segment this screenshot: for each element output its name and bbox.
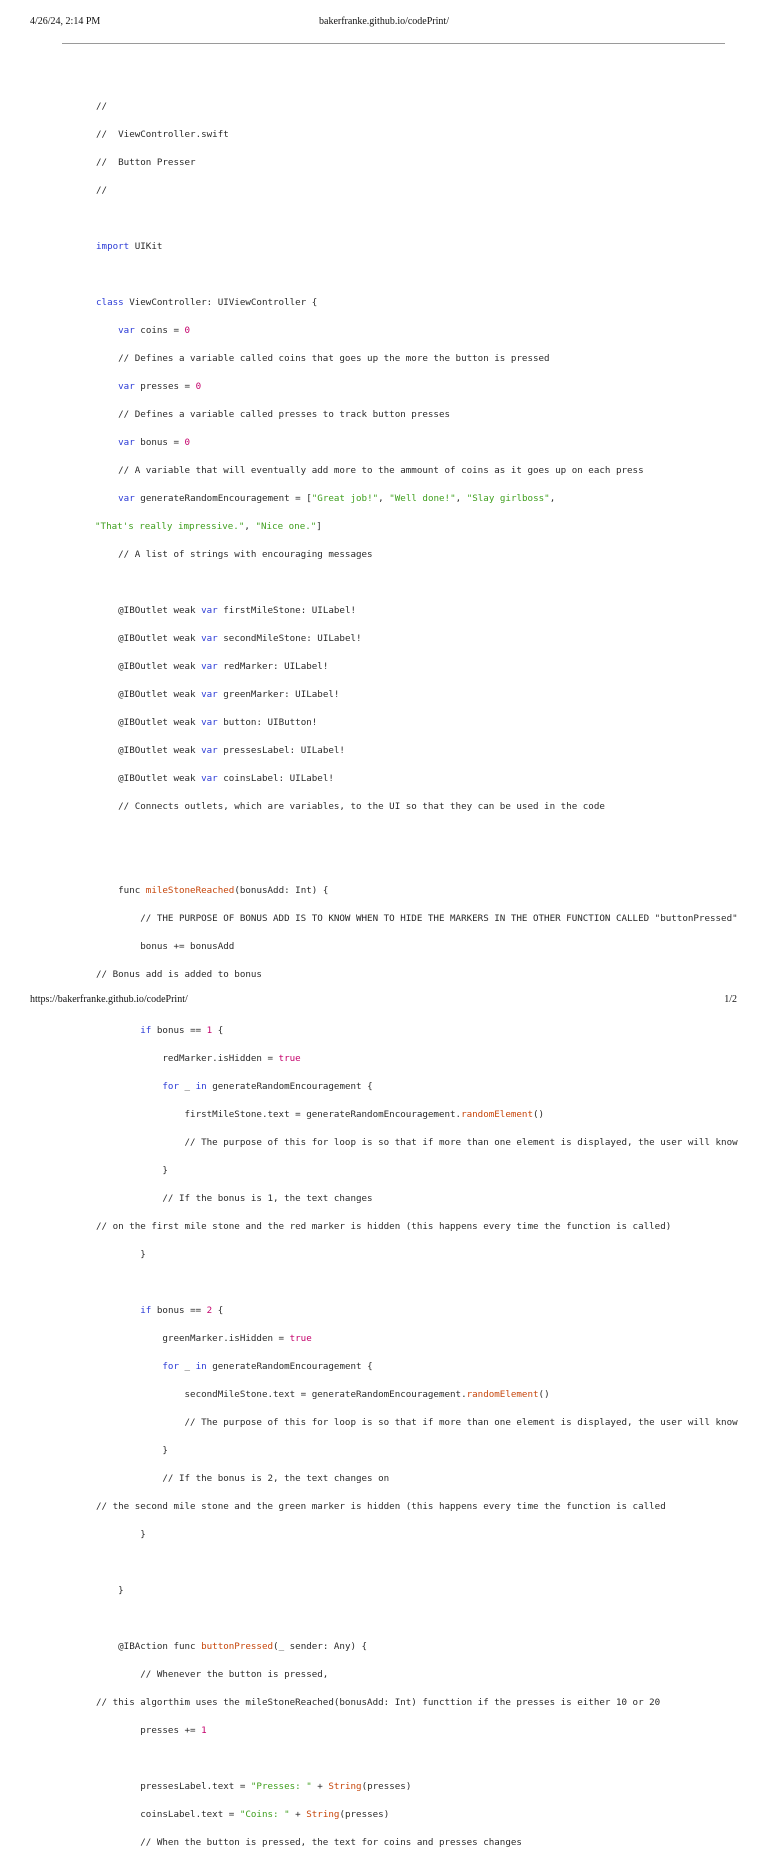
code-line bbox=[96, 1220, 756, 1234]
code-token: // If the bonus is 2, the text changes on bbox=[96, 1473, 390, 1484]
code-token: firstMileStone: UILabel! bbox=[217, 605, 357, 616]
code-token: var bbox=[201, 745, 218, 756]
code-line bbox=[96, 1444, 756, 1458]
code-token bbox=[96, 1305, 140, 1316]
code-line bbox=[96, 240, 756, 254]
code-line bbox=[96, 1108, 756, 1122]
code-token: @IBOutlet weak bbox=[96, 689, 202, 700]
code-token: var bbox=[201, 717, 218, 728]
code-token: firstMileStone.text = generateRandomEncouragement. bbox=[96, 1109, 462, 1120]
code-token: + bbox=[289, 1809, 307, 1820]
code-token: "That's really impressive." bbox=[95, 521, 245, 532]
code-line bbox=[96, 1752, 756, 1766]
code-token: greenMarker.isHidden = bbox=[96, 1333, 290, 1344]
code-token: var bbox=[118, 437, 135, 448]
code-token: var bbox=[118, 381, 135, 392]
code-line bbox=[96, 1836, 756, 1850]
code-token: String bbox=[306, 1809, 340, 1820]
code-line bbox=[96, 884, 756, 898]
code-token: true bbox=[278, 1053, 301, 1064]
code-token: , bbox=[549, 493, 556, 504]
code-line bbox=[95, 520, 756, 534]
code-token: String bbox=[328, 1781, 362, 1792]
code-token: // Defines a variable called presses to track button presses bbox=[96, 409, 451, 420]
code-token bbox=[96, 1081, 162, 1092]
code-line bbox=[96, 1500, 756, 1514]
code-token: } bbox=[96, 1585, 124, 1596]
code-line bbox=[96, 1556, 756, 1570]
footer-url: https://bakerfranke.github.io/codePrint/ bbox=[30, 994, 188, 1005]
code-token: coins = bbox=[134, 325, 185, 336]
code-line bbox=[96, 380, 756, 394]
code-line bbox=[96, 212, 756, 226]
code-line bbox=[96, 100, 756, 114]
code-token: bonus == bbox=[151, 1025, 207, 1036]
code-line bbox=[96, 940, 756, 954]
code-line bbox=[96, 1780, 756, 1794]
code-token: "Well done!" bbox=[389, 493, 456, 504]
code-line bbox=[96, 1248, 756, 1262]
code-token: @IBOutlet weak bbox=[96, 605, 202, 616]
code-token: , bbox=[244, 521, 256, 532]
code-token: + bbox=[311, 1781, 329, 1792]
code-token: _ bbox=[179, 1361, 196, 1372]
code-token bbox=[96, 1025, 140, 1036]
code-token: } bbox=[96, 1165, 168, 1176]
code-token: (presses) bbox=[339, 1809, 390, 1820]
code-token: 0 bbox=[184, 437, 191, 448]
code-token: generateRandomEncouragement { bbox=[206, 1361, 373, 1372]
code-line bbox=[96, 632, 756, 646]
code-line bbox=[96, 1584, 756, 1598]
page-number: 1/2 bbox=[724, 994, 737, 1005]
code-line bbox=[96, 352, 756, 366]
code-line bbox=[96, 492, 756, 506]
code-token: // Whenever the button is pressed, bbox=[96, 1669, 329, 1680]
code-line bbox=[96, 1360, 756, 1374]
code-token: pressesLabel: UILabel! bbox=[217, 745, 345, 756]
code-token: generateRandomEncouragement { bbox=[206, 1081, 373, 1092]
code-token: } bbox=[96, 1249, 146, 1260]
code-line bbox=[96, 156, 756, 170]
code-token: @IBOutlet weak bbox=[96, 745, 202, 756]
code-token: for bbox=[162, 1081, 179, 1092]
code-token: var bbox=[118, 493, 135, 504]
code-token: 0 bbox=[195, 381, 202, 392]
code-line bbox=[96, 1388, 756, 1402]
code-token: } bbox=[96, 1529, 146, 1540]
code-line bbox=[96, 744, 756, 758]
code-line bbox=[96, 548, 756, 562]
code-line bbox=[96, 464, 756, 478]
code-line bbox=[96, 968, 756, 982]
code-token: (bonusAdd: Int) { bbox=[234, 885, 329, 896]
code-token: 2 bbox=[206, 1305, 213, 1316]
code-line bbox=[96, 1276, 756, 1290]
code-line bbox=[96, 128, 756, 142]
code-token: var bbox=[201, 689, 218, 700]
code-token: coinsLabel: UILabel! bbox=[217, 773, 334, 784]
code-line bbox=[96, 772, 756, 786]
code-line bbox=[96, 1696, 756, 1710]
print-timestamp: 4/26/24, 2:14 PM bbox=[30, 16, 101, 27]
code-token: () bbox=[538, 1389, 550, 1400]
code-line bbox=[96, 1528, 756, 1542]
code-token: var bbox=[201, 773, 218, 784]
code-token: var bbox=[201, 661, 218, 672]
code-line bbox=[96, 1808, 756, 1822]
code-token: // The purpose of this for loop is so that if more than one element is displayed, the user will know bbox=[96, 1417, 738, 1428]
code-token: } bbox=[96, 1445, 168, 1456]
page-title: bakerfranke.github.io/codePrint/ bbox=[319, 16, 449, 27]
code-token bbox=[96, 493, 118, 504]
header-divider bbox=[62, 43, 725, 44]
code-token: presses += bbox=[96, 1725, 202, 1736]
code-token: for bbox=[162, 1361, 179, 1372]
code-token: buttonPressed bbox=[201, 1641, 274, 1652]
code-token: var bbox=[201, 605, 218, 616]
code-line bbox=[96, 1416, 756, 1430]
code-token: // A list of strings with encouraging messages bbox=[96, 549, 373, 560]
code-line bbox=[96, 324, 756, 338]
code-line bbox=[96, 660, 756, 674]
code-token: coinsLabel.text = bbox=[96, 1809, 240, 1820]
code-token: func bbox=[96, 885, 146, 896]
code-line bbox=[96, 576, 756, 590]
code-token: (presses) bbox=[361, 1781, 412, 1792]
code-token: // bbox=[96, 101, 108, 112]
code-token: presses = bbox=[134, 381, 196, 392]
code-line bbox=[96, 800, 756, 814]
code-line bbox=[96, 1472, 756, 1486]
code-token: // Bonus add is added to bonus bbox=[96, 969, 262, 980]
code-token: if bbox=[140, 1305, 152, 1316]
code-line bbox=[96, 1668, 756, 1682]
code-token: "Nice one." bbox=[255, 521, 317, 532]
code-line bbox=[96, 996, 756, 1010]
code-token: @IBOutlet weak bbox=[96, 773, 202, 784]
code-token: // When the button is pressed, the text for coins and presses changes bbox=[96, 1837, 522, 1848]
code-token: // Defines a variable called coins that goes up the more the button is pressed bbox=[96, 353, 550, 364]
code-token: true bbox=[289, 1333, 312, 1344]
code-token: bonus = bbox=[134, 437, 185, 448]
code-token: ViewController: UIViewController { bbox=[123, 297, 318, 308]
code-token: // Button Presser bbox=[96, 157, 196, 168]
code-token: secondMileStone.text = generateRandomEncouragement. bbox=[96, 1389, 467, 1400]
code-line bbox=[96, 1304, 756, 1318]
code-token: // A variable that will eventually add more to the ammount of coins as it goes up on each press bbox=[96, 465, 644, 476]
code-token: import bbox=[96, 241, 130, 252]
code-token: 1 bbox=[201, 1725, 207, 1736]
code-token: @IBOutlet weak bbox=[96, 661, 202, 672]
code-token bbox=[96, 437, 118, 448]
code-token: UIKit bbox=[129, 241, 163, 252]
code-line bbox=[96, 1136, 756, 1150]
code-token: secondMileStone: UILabel! bbox=[217, 633, 362, 644]
code-line bbox=[96, 436, 756, 450]
code-token: mileStoneReached bbox=[145, 885, 235, 896]
code-line bbox=[96, 1332, 756, 1346]
code-token: // The purpose of this for loop is so that if more than one element is displayed, the user will know bbox=[96, 1137, 738, 1148]
code-token: bonus == bbox=[151, 1305, 207, 1316]
code-token: @IBAction func bbox=[96, 1641, 202, 1652]
code-token: () bbox=[533, 1109, 545, 1120]
code-line bbox=[96, 1080, 756, 1094]
code-line bbox=[96, 688, 756, 702]
code-line bbox=[96, 912, 756, 926]
code-listing bbox=[96, 86, 756, 1864]
code-token: "Slay girlboss" bbox=[466, 493, 550, 504]
code-token bbox=[96, 325, 118, 336]
code-token: , bbox=[455, 493, 467, 504]
code-token bbox=[96, 381, 118, 392]
code-token: button: UIButton! bbox=[217, 717, 318, 728]
code-token: _ bbox=[179, 1081, 196, 1092]
code-line bbox=[96, 268, 756, 282]
code-line bbox=[96, 1052, 756, 1066]
code-line bbox=[96, 1612, 756, 1626]
code-token: 1 bbox=[206, 1025, 213, 1036]
code-token: // Connects outlets, which are variables, to the UI so that they can be used in the code bbox=[96, 801, 605, 812]
code-token: , bbox=[378, 493, 390, 504]
code-line bbox=[96, 1724, 756, 1738]
code-token: in bbox=[195, 1361, 207, 1372]
code-token: redMarker: UILabel! bbox=[217, 661, 329, 672]
code-token: // on the first mile stone and the red marker is hidden (this happens every time the function is called) bbox=[96, 1221, 672, 1232]
code-token: // ViewController.swift bbox=[96, 129, 229, 140]
code-token: { bbox=[212, 1025, 224, 1036]
code-token: (_ sender: Any) { bbox=[273, 1641, 368, 1652]
code-token: randomElement bbox=[461, 1109, 533, 1120]
code-token: class bbox=[96, 297, 124, 308]
code-token: if bbox=[140, 1025, 152, 1036]
code-line bbox=[96, 1024, 756, 1038]
code-line bbox=[96, 408, 756, 422]
code-token: redMarker.isHidden = bbox=[96, 1053, 279, 1064]
code-token: "Presses: " bbox=[250, 1781, 312, 1792]
code-line bbox=[96, 716, 756, 730]
code-token: // THE PURPOSE OF BONUS ADD IS TO KNOW WHEN TO HIDE THE MARKERS IN THE OTHER FUNCTION CALLED "buttonPressed" bbox=[96, 913, 738, 924]
code-token: generateRandomEncouragement = [ bbox=[134, 493, 312, 504]
code-token: { bbox=[212, 1305, 224, 1316]
code-token: @IBOutlet weak bbox=[96, 717, 202, 728]
code-token: 0 bbox=[184, 325, 191, 336]
code-token: ] bbox=[316, 521, 322, 532]
code-token: // the second mile stone and the green marker is hidden (this happens every time the function is called bbox=[96, 1501, 666, 1512]
code-token: randomElement bbox=[466, 1389, 539, 1400]
code-token: @IBOutlet weak bbox=[96, 633, 202, 644]
code-token: greenMarker: UILabel! bbox=[217, 689, 340, 700]
code-line bbox=[96, 296, 756, 310]
code-line bbox=[96, 828, 756, 842]
code-token: // If the bonus is 1, the text changes bbox=[96, 1193, 373, 1204]
code-line bbox=[96, 856, 756, 870]
code-token: "Great job!" bbox=[311, 493, 379, 504]
code-token: // this algorthim uses the mileStoneReached(bonusAdd: Int) functtion if the presses is either 10 or 20 bbox=[96, 1697, 661, 1708]
code-line bbox=[96, 604, 756, 618]
code-line bbox=[96, 1164, 756, 1178]
code-token: bonus += bonusAdd bbox=[96, 941, 235, 952]
code-token: // bbox=[96, 185, 108, 196]
code-line bbox=[96, 1640, 756, 1654]
code-line bbox=[96, 184, 756, 198]
code-token bbox=[96, 1361, 162, 1372]
code-token: pressesLabel.text = bbox=[96, 1781, 251, 1792]
code-line bbox=[96, 1192, 756, 1206]
code-token: in bbox=[195, 1081, 207, 1092]
code-token: var bbox=[118, 325, 135, 336]
code-token: var bbox=[201, 633, 218, 644]
code-token: "Coins: " bbox=[239, 1809, 290, 1820]
